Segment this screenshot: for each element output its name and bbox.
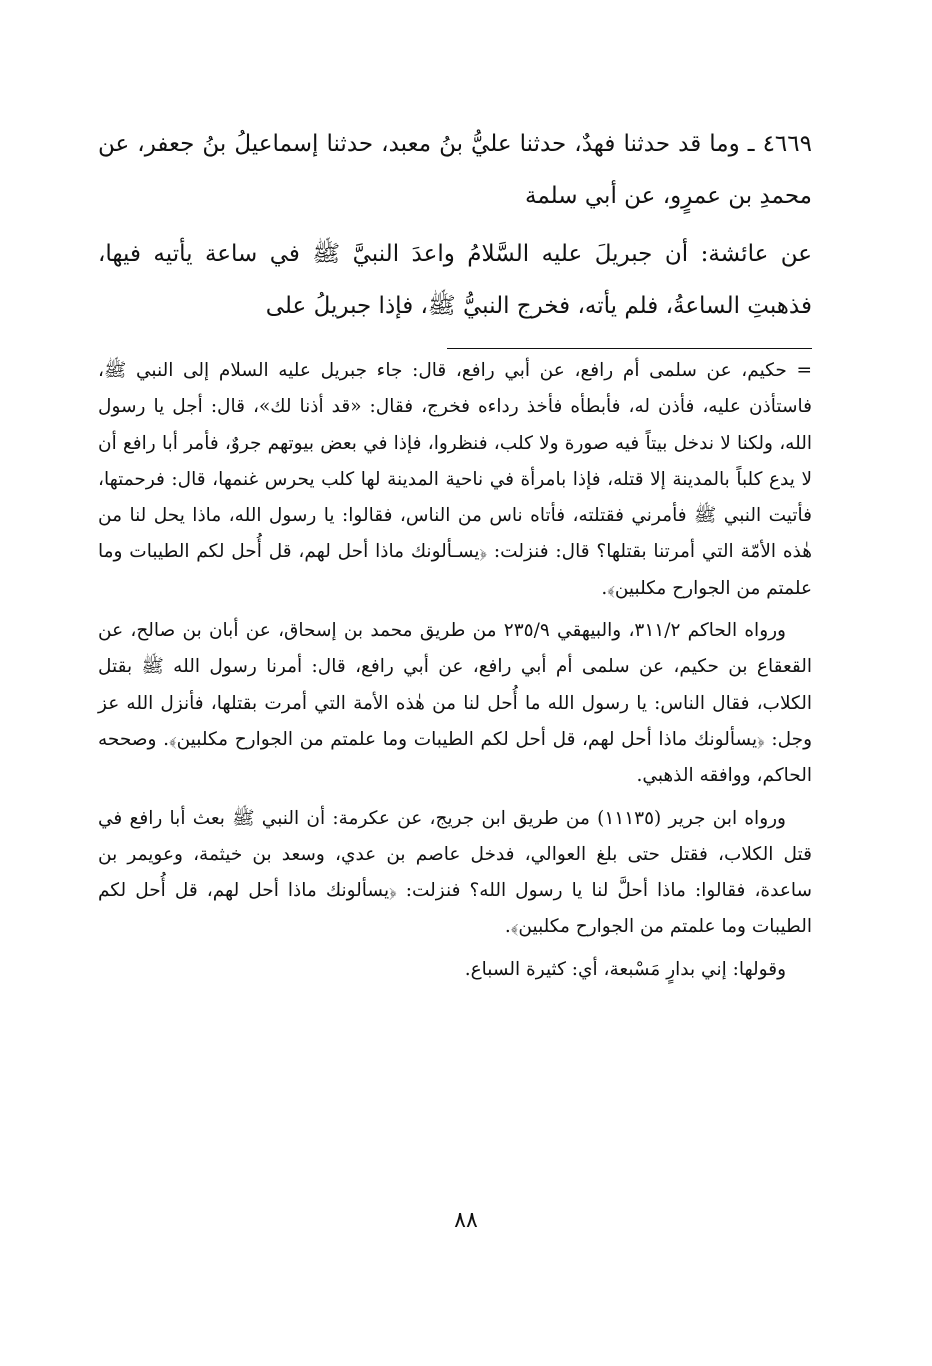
hadith-paragraph-matn: عن عائشة: أن جبريلَ عليه السَّلامُ واعدَ النبيَّ ﷺ في ساعة يأتيه فيها، فذهبتِ الساعةُ، فلم يأته، فخرج النبيُّ ﷺ، فإذا جبريلُ على (98, 241, 812, 319)
page-number: ٨٨ (454, 1208, 478, 1233)
footnote-paragraph-hakim: ورواه الحاكم ٣١١/٢، والبيهقي ٢٣٥/٩ من طريق محمد بن إسحاق، عن أبان بن صالح، عن القعقاع بن حكيم، عن سلمى أم أبي رافع، عن أبي رافع، قال: أمرنا رسول الله ﷺ بقتل الكلاب، فقال الناس: يا رسول الله ما أُحل لنا من هٰذه الأمة التي أمرت بقتلها، فأنزل الله عز وجل: ﴿يسألونك ماذا أحل لهم، قل أحل لكم الطيبات وما علمتم من الجوارح مكلبين﴾. وصححه الحاكم، ووافقه الذهبي. (98, 620, 812, 787)
footnote-paragraph-ibn-jarir: ورواه ابن جرير (١١١٣٥) من طريق ابن جريج، عن عكرمة: أن النبي ﷺ بعث أبا رافع في قتل الكلاب، فقتل حتى بلغ العوالي، فدخل عاصم بن عدي، وسعد بن خيثمة، وعويمر بن ساعدة، فقالوا: ماذا أحلَّ لنا يا رسول الله؟ فنزلت: ﴿يسألونك ماذا أحل لهم، قل أُحل لكم الطيبات وما علمتم من الجوارح مكلبين﴾. (98, 807, 812, 938)
footnote-paragraph-musbia: وقولها: إني بدارٍ مَسْبعة، أي: كثيرة السباع. (464, 958, 786, 980)
footnotes (98, 353, 812, 988)
footnote-paragraph-continuation: = حكيم، عن سلمى أم رافع، عن أبي رافع، قال: جاء جبريل عليه السلام إلى النبي ﷺ، فاستأذن عليه، فأذن له، فأبطأه فأخذ رداءه فخرج، فقال: «قد أذنا لك»، قال: أجل يا رسول الله، ولكنا لا ندخل بيتاً فيه صورة ولا كلب، فنظروا، فإذا في بعض بيوتهم جروٌ، فأمر أبا رافع أن لا يدع كلباً بالمدينة إلا قتله، فإذا بامرأة في ناحية المدينة لها كلب يحرس غنمها، قال: فرحمتها، فأتيت النبي ﷺ فأمرني فقتلته، فأتاه ناس من الناس، فقالوا: يا رسول الله، ماذا يحل لنا من هٰذه الأمّة التي أمرتنا بقتلها؟ قال: فنزلت: ﴿يسـألونك ماذا أحل لهم، قل أُحل لكم الطيبات وما علمتم من الجوارح مكلبين﴾. (98, 360, 812, 599)
hadith-paragraph-isnad: ٤٦٦٩ ـ وما قد حدثنا فهدٌ، حدثنا عليُّ بنُ معبد، حدثنا إسماعيلُ بنُ جعفر، عن محمدِ بن عمرٍو، عن أبي سلمة (98, 131, 812, 209)
page-body (98, 118, 812, 988)
footnote-separator (447, 348, 812, 349)
main-text (98, 118, 812, 332)
